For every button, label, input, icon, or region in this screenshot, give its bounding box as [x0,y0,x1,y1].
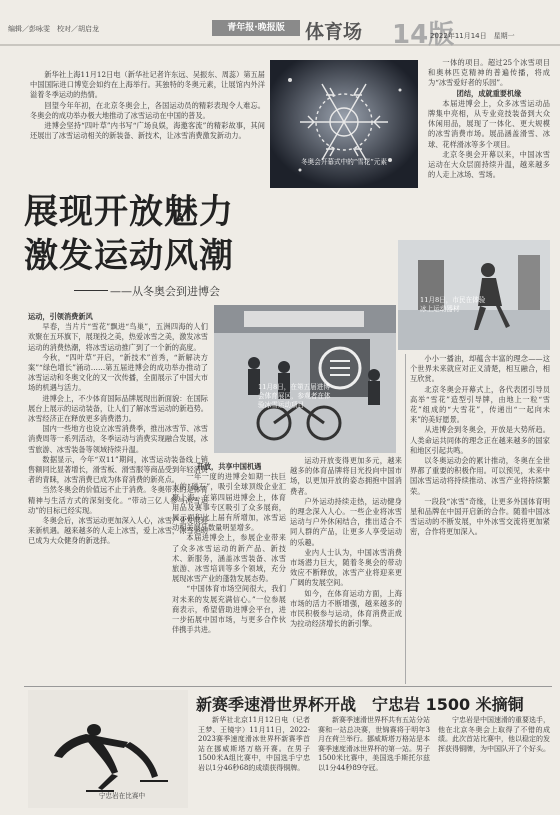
bottom-column-2 [318,716,430,810]
intro-text [30,70,265,166]
editor-credits: 编辑／彭咏雯 校对／胡启龙 [8,25,99,33]
middle2-paragraph: 如今，在体育运动方面，上海市场的活力不断增强，越来越多的市民积极参与运动，体育消费正成为拉动经济增长的新引擎。 [290,588,402,629]
headline-line-1: 展现开放魅力 [24,192,234,232]
expo-photo-caption: 11月8日，在第五届进博会体育展区，参观者在体验冰雪运动项目 [258,383,331,409]
speed-skater-caption: 宁忠岩在比赛中 [98,792,146,800]
right-paragraph-1: 一体的项目。超过25个冰雪项目和奥林匹克精神的普遍传播，将成为“冰雪爱好者的乐园”。 [428,58,550,88]
snowflake-icon [270,60,418,188]
page-number: 14版 [392,20,455,50]
middle-column-heading: 开放，共享中国机遇 [196,462,262,471]
right-paragraph-3: 北京冬奥会开幕以来，中国冰雪运动在大众层面持续升温，越来越多的人走上冰场、雪场。 [428,149,550,180]
middle2-paragraph: 业内人士认为，中国冰雪消费市场潜力巨大，随着冬奥会的带动效应不断释放，冰雪产业将迎来更广阔的发展空间。 [290,547,402,588]
issue-date: 2022年11月14日 星期一 [430,32,515,40]
bottom-headline: 新赛季速滑世界杯开战 宁忠岩 1500 米摘铜 [196,695,524,714]
middle2-paragraph: 运动开放变得更加多元，越来越多的体育品牌将目光投向中国市场，以更加开放的姿态拥抱中国消费者。 [290,456,402,496]
left-paragraph: 冬奥会后，冰雪运动更加深入人心，冰雪产业发展迎来新机遇。越来越多的人走上冰雪，爱上冰雪，冰雪运动已成为大众健身的新选择。 [28,516,208,546]
section-divider [24,686,552,687]
middle-column [172,462,286,684]
column-divider [405,354,406,684]
left-column-heading: 运动，引领消费新风 [28,312,93,321]
right-section-heading: 团结，成就重要机缘 [456,88,522,98]
middle-paragraph: 一年一度的进博会如期一扶巨大的“磁石”，吸引全球顶级企业汇聚上海。在第四届进博会上，体育用品及赛事专区吸引了众多展商，展示面积比上届有所增加，冰雪运动相关展品数量明显增多。 [172,472,286,533]
right-bottom-paragraph: 从进博会到冬奥会，开放是大势所趋。人类命运共同体的理念正在越来越多的国家和地区引起共鸣。 [410,425,550,455]
middle-paragraph: “中国体育市场空间很大，我们对未来的发展充满信心。”一位参展商表示，希望借助进博会平台，进一步拓展中国市场，与更多合作伙伴携手共进。 [172,584,286,635]
skating-photo-caption: 11月8日，市民在体验冰上运动器材 [420,296,486,313]
ice-skater-icon [398,240,550,350]
left-paragraph: 当然冬奥会的价值远不止于消费。冬奥带来的是体育精神与生活方式的深刻变化。“带动三亿人参与冰雪运动”的目标已经实现。 [28,485,208,515]
subhead-rule [74,290,108,291]
bottom-paragraph: 新华社北京11月12日电（记者王梦、王镜宇）11月11日，2022-2023赛季速度滑冰世界杯新赛季首站在挪威斯塔万格开赛。在男子1500米A组比赛中，中国选手宁忠岩以1分46秒68的成绩获得铜牌。 [198,716,310,772]
right-bottom-paragraph: 一段段“冰雪”奇缘，让更多外国体育明星和品牌在中国开启新的合作。随着中国冰雪运动的不断发展，中外冰雪交流将更加紧密，合作将更加深入。 [410,496,550,537]
section-title: 体育场 [305,21,363,43]
left-paragraph: 早春，当片片“雪花”飘进“鸟巢”，五洲四海的人们欢聚在五环旗下，展现投之美，热爱冰雪之美，激发冰雪运动的消费热潮，将冰雪运动推广到了一个新的高度。 [28,322,208,352]
masthead [0,0,560,50]
intro-paragraph: 新华社上海11月12日电（新华社记者许东远、吴振东、周蕊）第五届中国国际进口博览会如约在上海举行。其独特的冬奥元素，让展馆内外洋溢着冬季运动的热情。 [30,70,265,100]
snowflake-photo-caption: 冬奥会开幕式中的“雪花”元素 [301,158,387,166]
left-paragraph: 国内一些地方也设立冰雪消费季，推出冰雪节、冰雪消费周等一系列活动，冬季运动与消费实现融合发展，冰雪旅游、冰雪装备等领域持续升温。 [28,424,208,454]
right-column [410,354,550,684]
right-paragraph-2: 本届进博会上，众多冰雪运动品牌集中亮相，从专业竞技装备到大众休闲用品，展现了一体化、更大规模的冰雪消费市场。展品涵盖滑雪、冰球、花样滑冰等多个项目。 [428,98,550,149]
expo-hall-icon [214,305,396,453]
main-headline [24,190,234,278]
middle-paragraph: 本届进博会上，参展企业带来了众多冰雪运动的新产品、新技术、新服务，涵盖冰雪装备、冰雪旅游、冰雪培训等多个领域，充分展现冰雪产业的蓬勃发展态势。 [172,533,286,584]
right-bottom-paragraph: 以冬奥运动会的累计推动，冬奥在全世界都了重要的积极作用。可以预见，未来中国冰雪运动将持续推动、冰雪产业将持续繁荣。 [410,456,550,496]
skating-photo [398,240,550,350]
intro-paragraph-2: 回望今年年初，在北京冬奥会上，各国运动员的精彩表现令人难忘。冬奥会的成功举办极大地推动了冰雪运动在中国的普及。 [30,100,265,120]
expo-photo [214,305,396,453]
left-paragraph: 进博会上，不少体育国际品牌展现出新面貌：在国际展台上展示的运动装备，让人们了解冰雪运动的新趋势。冰雪经济正在释放更多消费潜力。 [28,393,208,424]
subhead: ——从冬奥会到进博会 [110,285,220,298]
newspaper-logo: 青年报·晚报版 [212,20,300,36]
right-bottom-paragraph: 小小一播油，却蕴含丰富的理念——这个世界未来就应对正义清楚，相互融合，相互欣赏。 [410,354,550,384]
snowflake-photo [270,60,418,188]
bottom-column-3 [438,716,550,810]
speed-skater-icon [28,690,188,808]
right-bottom-paragraph: 北京冬奥会开幕式上，各代表团引导员高举“雪花”造型引导牌，由地上一粒“雪花”组成的“大雪花”，传递出“一起向未来”的美好愿景。 [410,384,550,425]
middle2-paragraph: 户外运动持续走热，运动健身的理念深入人心。一些企业将冰雪运动与户外休闲结合，推出适合不同人群的产品，让更多人享受运动的乐趣。 [290,496,402,547]
bottom-paragraph: 宁忠岩是中国速滑的重要选手，他在北京冬奥会上取得了不错的成绩。此次首站比赛中，他以稳定的发挥获得铜牌，为中国队开了个好头。 [438,716,550,753]
left-paragraph: 数据显示，今年“双11”期间，冰雪运动装备线上销售额同比显著增长，滑雪板、滑雪服等商品受到年轻消费者的青睐，冰雪消费已成为体育消费的新亮点。 [28,454,208,485]
right-top-text [428,58,550,238]
left-paragraph: 今秋，“四叶草”开启，“新技术”首秀，“新解决方案”“绿色增长”涌动……第五届进博会的成功举办推动了冰雪运动和冬奥文化的又一次传播，全面展示了中国大市场的机遇与活力。 [28,352,208,393]
speed-skater-photo [28,690,188,808]
headline-line-2: 激发运动风潮 [24,236,234,276]
intro-paragraph-3: 进博会坚持“四叶草”内书写“广场良娱，海邀客流”的精彩故事，其间还展出了冰雪运动相关的新装备、新技术，让冰雪消费激发新动力。 [30,121,265,141]
bottom-column-1 [198,716,310,810]
middle-column-2 [290,456,402,684]
bottom-paragraph: 新赛季速滑世界杯共有五站分站赛和一站总决赛，世锦赛将于明年3月在荷兰举行。挪威斯塔万格站是本赛季速度滑冰世界杯的第一站。男子1500米比赛中，美国选手斯托尔兹以1分44秒89夺冠。 [318,716,430,772]
